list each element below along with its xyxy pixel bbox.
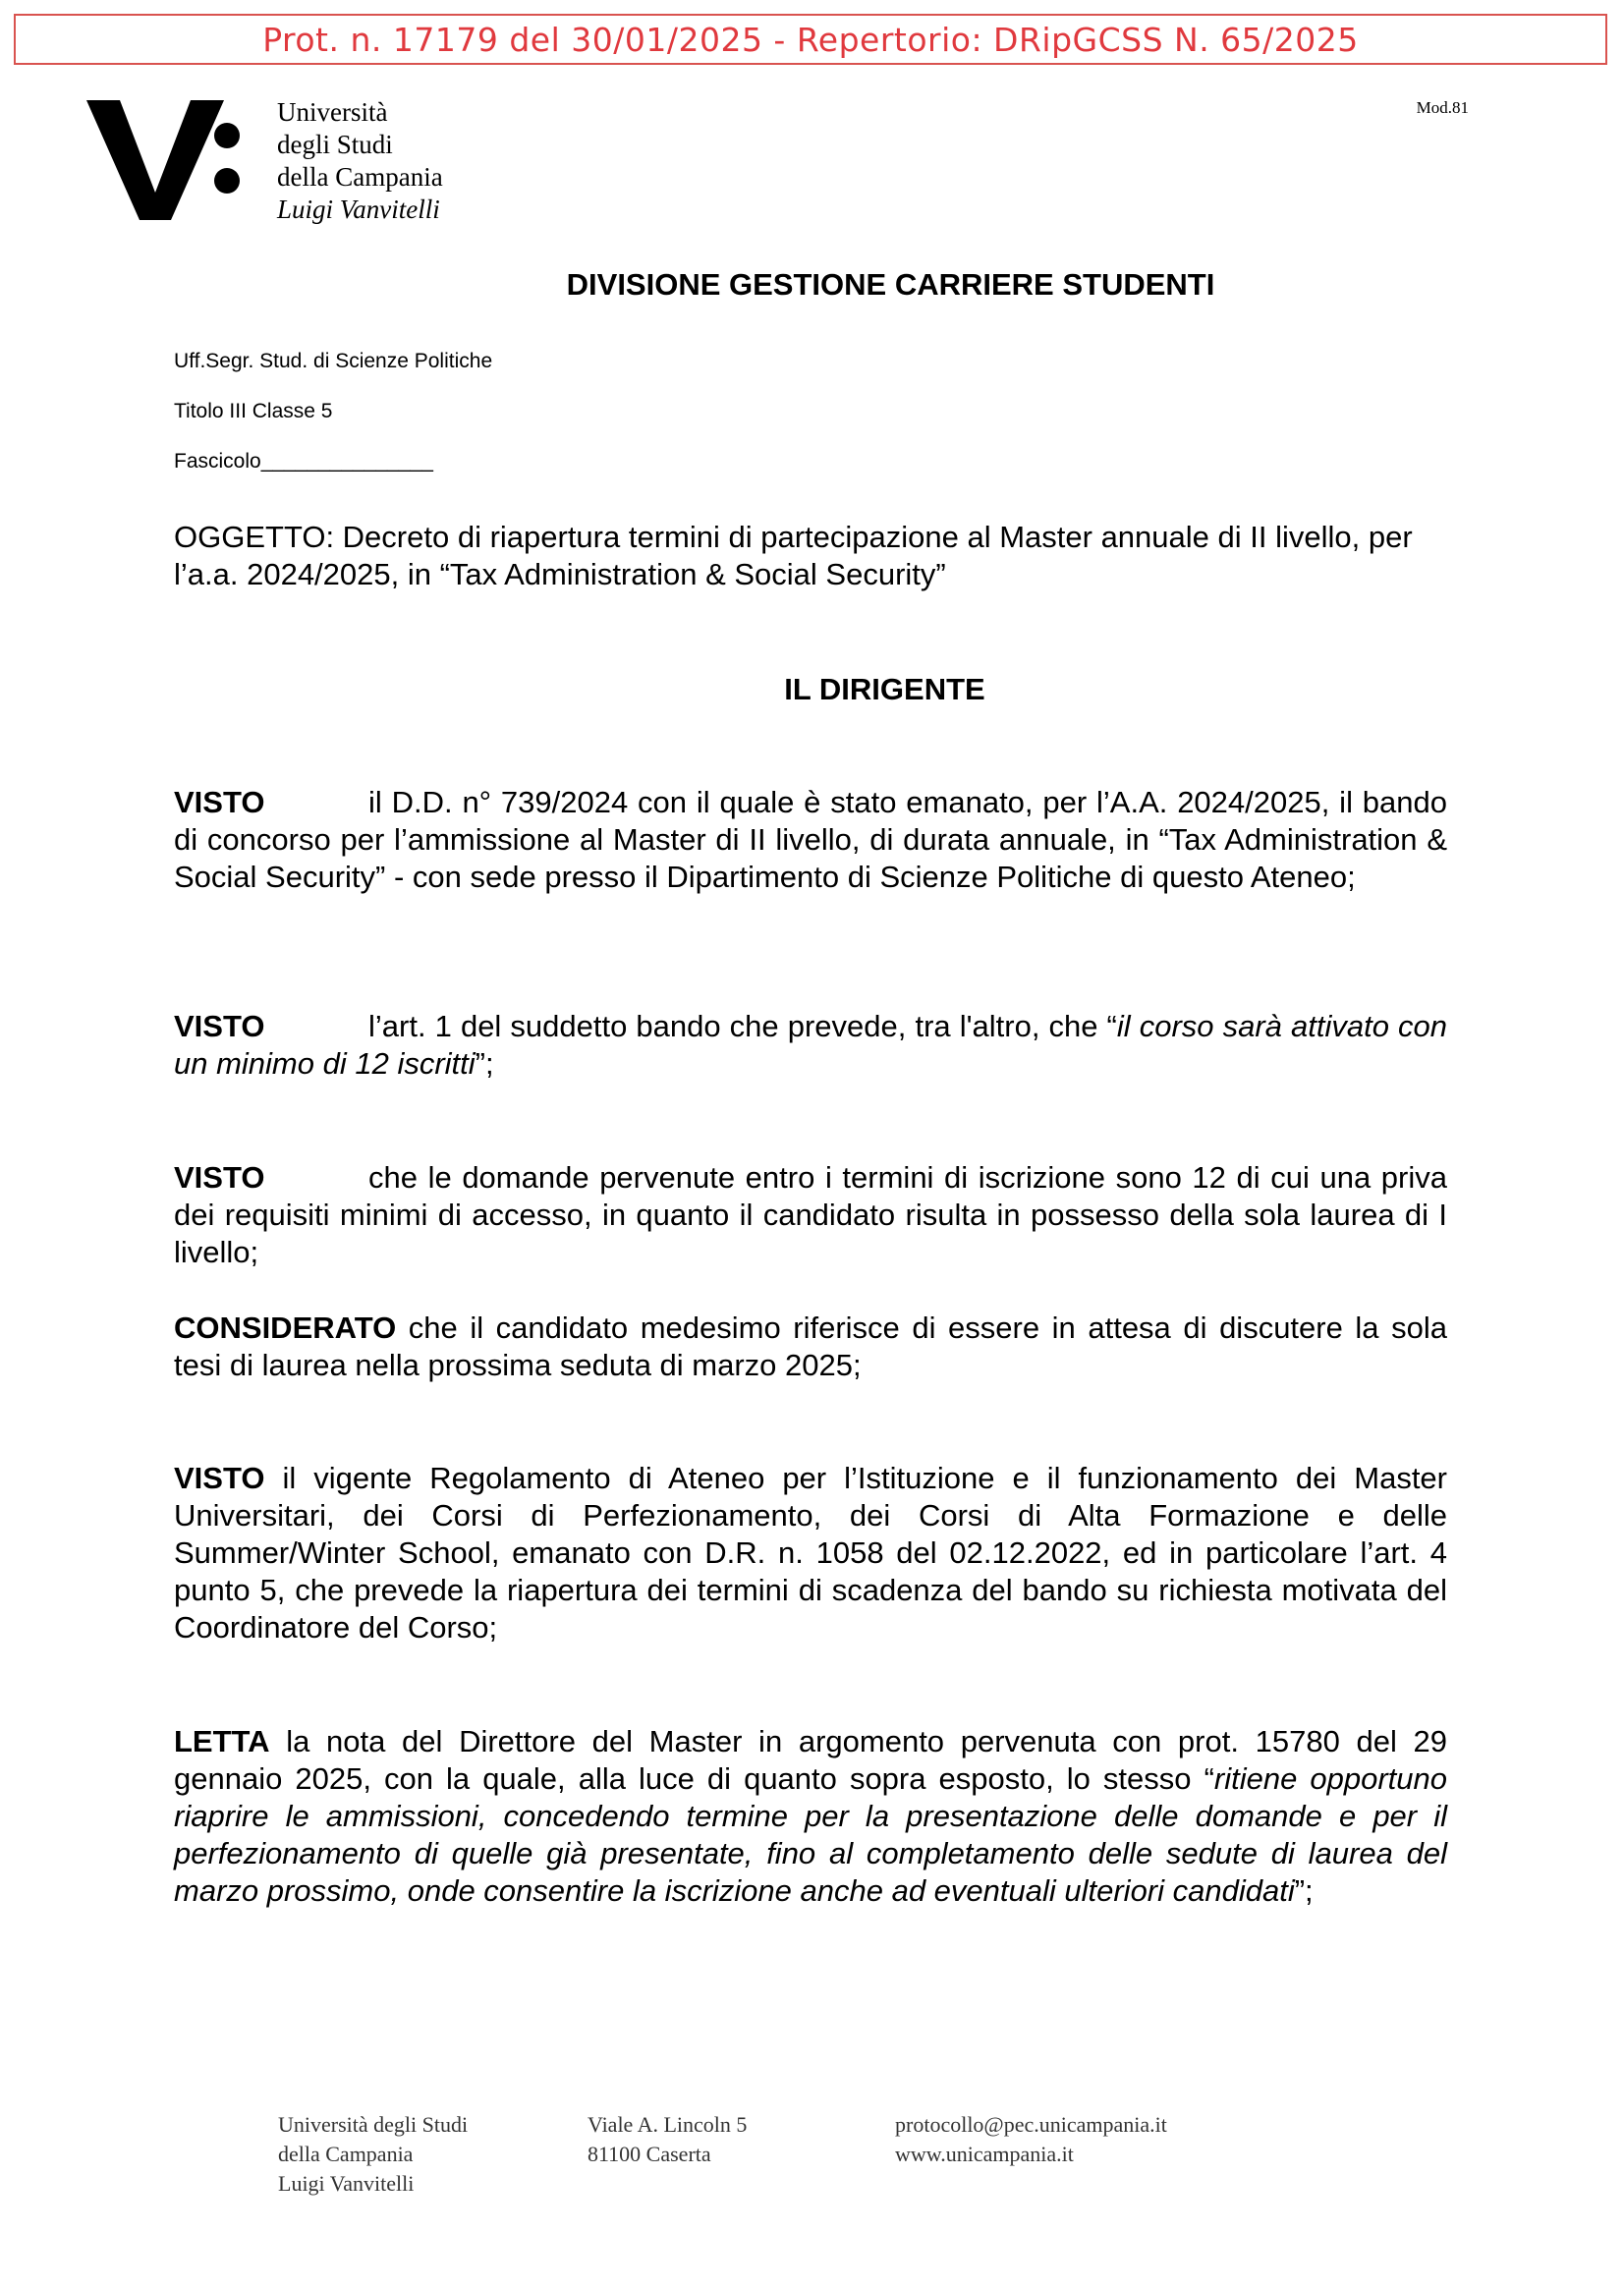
paragraph-keyword: VISTO <box>174 1160 265 1195</box>
paragraph-keyword: VISTO <box>174 785 265 819</box>
paragraph-visto-2 <box>174 1008 1447 1083</box>
university-name-line: degli Studi <box>277 130 393 159</box>
paragraph-visto-4 <box>174 1460 1447 1646</box>
footer-address <box>588 2110 747 2169</box>
paragraph-visto-3 <box>174 1159 1447 1271</box>
paragraph-text: che le domande pervenute entro i termini di iscrizione sono 12 di cui una priva dei requisiti minimi di accesso, in quanto il candidato risulta in possesso della sola laurea di I livello; <box>174 1160 1447 1269</box>
paragraph-letta <box>174 1723 1447 1910</box>
paragraph-keyword: VISTO <box>174 1009 265 1043</box>
form-code: Mod.81 <box>1416 98 1469 117</box>
paragraph-keyword: VISTO <box>174 1461 265 1495</box>
footer-line: Università degli Studi <box>278 2112 469 2137</box>
subject: OGGETTO: Decreto di riapertura termini di partecipazione al Master annuale di II livello, per l’a.a. 2024/2025, in “Tax Administration & Social Security” <box>174 520 1413 591</box>
paragraph-visto-1 <box>174 784 1447 896</box>
footer-university <box>278 2110 468 2199</box>
university-name-line: Luigi Vanvitelli <box>277 195 440 224</box>
paragraph-text: che il candidato medesimo riferisce di essere in attesa di discutere la sola tesi di laurea nella prossima seduta di marzo 2025; <box>174 1311 1447 1382</box>
footer-line: Luigi Vanvitelli <box>278 2171 415 2196</box>
division-title: DIVISIONE GESTIONE CARRIERE STUDENTI <box>566 267 1215 302</box>
university-logo-mark <box>86 96 263 224</box>
footer-email-link[interactable]: protocollo@pec.unicampania.it <box>895 2112 1167 2137</box>
footer-website-link[interactable]: www.unicampania.it <box>895 2142 1074 2166</box>
decree-heading: IL DIRIGENTE <box>784 672 985 706</box>
office-line: Uff.Segr. Stud. di Scienze Politiche <box>174 350 493 372</box>
paragraph-quote: ritiene opportuno riaprire le ammissioni, concedendo termine per la presentazione delle domande e per il perfezionamento di quelle già presentate, fino al completamento delle sedute di laurea del marzo prossimo, onde consentire la iscrizione anche ad eventuali ulteriori candidati <box>174 1761 1448 1908</box>
paragraph-keyword: CONSIDERATO <box>174 1311 397 1345</box>
university-name-line: Università <box>277 97 388 127</box>
fascicolo-line: Fascicolo_______________ <box>174 450 433 473</box>
paragraph-quote: il corso sarà attivato con un minimo di 12 iscritti <box>174 1009 1448 1081</box>
paragraph-text: l’art. 1 del suddetto bando che prevede, tra l'altro, che “ <box>368 1009 1117 1043</box>
protocol-stamp: Prot. n. 17179 del 30/01/2025 - Repertorio: DRipGCSS N. 65/2025 <box>14 14 1607 65</box>
footer-contacts <box>895 2110 1167 2169</box>
paragraph-keyword: LETTA <box>174 1724 270 1758</box>
paragraph-text: ”; <box>1294 1873 1314 1908</box>
university-name <box>277 96 443 226</box>
footer-line: della Campania <box>278 2142 414 2166</box>
footer-line: 81100 Caserta <box>588 2142 711 2166</box>
paragraph-text: ”; <box>475 1046 494 1081</box>
paragraph-considerato <box>174 1310 1447 1384</box>
paragraph-text: il vigente Regolamento di Ateneo per l’Istituzione e il funzionamento dei Master Universitari, dei Corsi di Perfezionamento, dei Corsi di Alta Formazione e delle Summer/Winter School, emanato con D.R. n. 1058 del 02.12.2022, ed in particolare l’art. 4 punto 5, che prevede la riapertura dei termini di scadenza del bando su richiesta motivata del Coordinatore del Corso; <box>174 1461 1447 1645</box>
paragraph-text: la nota del Direttore del Master in argomento pervenuta con prot. 15780 del 29 gennaio 2025, con la quale, alla luce di quanto sopra esposto, lo stesso “ <box>174 1724 1447 1796</box>
footer-line: Viale A. Lincoln 5 <box>588 2112 748 2137</box>
paragraph-text: il D.D. n° 739/2024 con il quale è stato emanato, per l’A.A. 2024/2025, il bando di concorso per l’ammissione al Master di II livello, di durata annuale, in “Tax Administration & Social Security” - con sede presso il Dipartimento di Scienze Politiche di questo Ateneo; <box>174 785 1447 894</box>
classification-line: Titolo III Classe 5 <box>174 400 333 422</box>
university-name-line: della Campania <box>277 162 443 192</box>
